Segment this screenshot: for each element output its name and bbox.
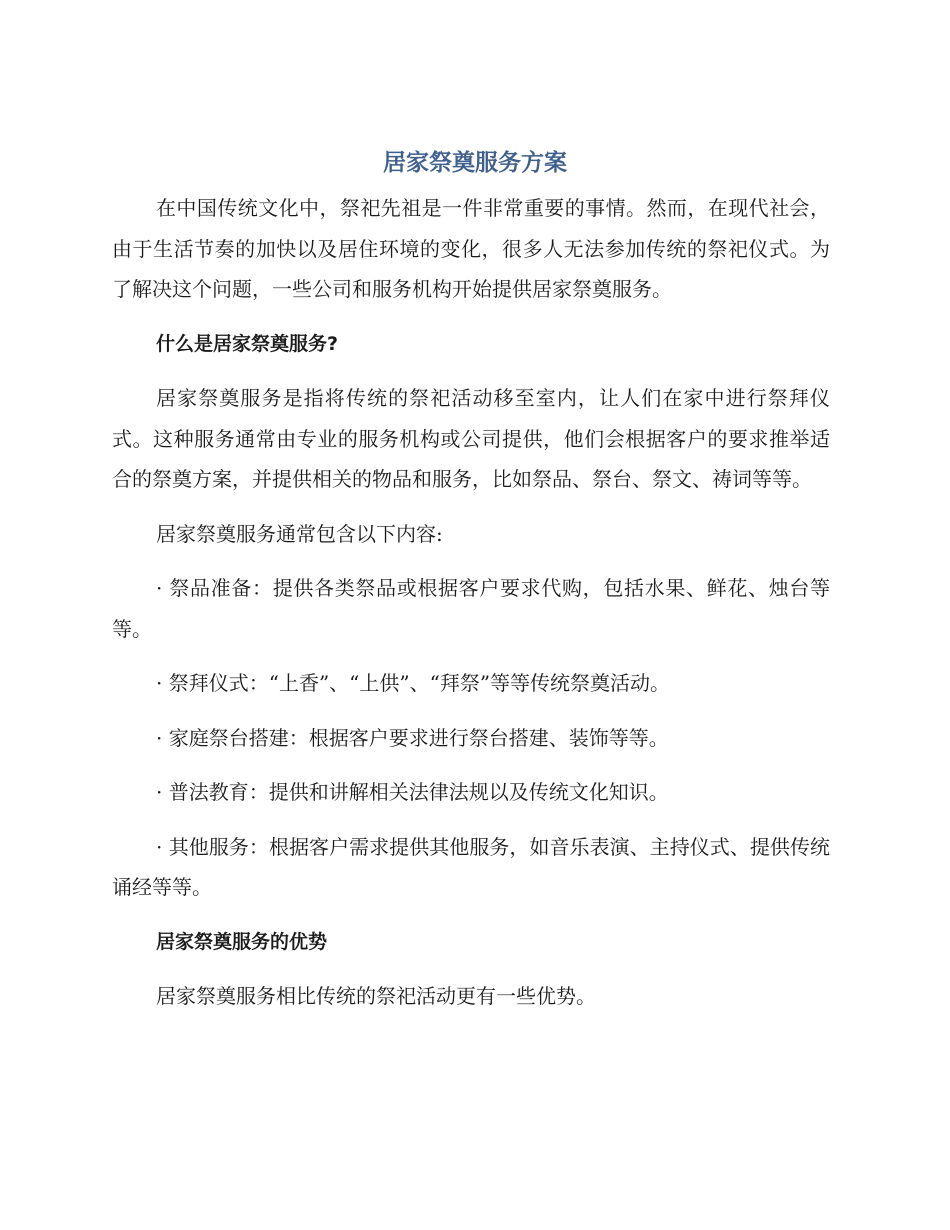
list-item: · 祭品准备：提供各类祭品或根据客户要求代购，包括水果、鲜花、烛台等等。 (112, 576, 830, 641)
list-item: · 家庭祭台搭建：根据客户要求进行祭台搭建、装饰等等。 (156, 725, 669, 750)
list-item: · 祭拜仪式：“上香”、“上供”、“拜祭”等等传统祭奠活动。 (156, 671, 671, 695)
contents-intro-paragraph: 居家祭奠服务通常包含以下内容: (156, 521, 443, 546)
list-item: · 普法教育：提供和讲解相关法律法规以及传统文化知识。 (156, 780, 669, 804)
section-paragraph-what-is: 居家祭奠服务是指将传统的祭祀活动移至室内，让人们在家中进行祭拜仪式。这种服务通常由专业的服务机构或公司提供，他们会根据客户的要求推举适合的祭奠方案，并提供相关的物品和服务，比如祭品、祭台、祭文、祷词等等。 (112, 386, 830, 491)
document-title: 居家祭奠服务方案 (383, 150, 567, 176)
document-body (112, 188, 830, 1017)
section-heading-what-is: 什么是居家祭奠服务? (156, 332, 339, 355)
intro-paragraph: 在中国传统文化中，祭祀先祖是一件非常重要的事情。然而，在现代社会，由于生活节奏的加快以及居住环境的变化，很多人无法参加传统的祭祀仪式。为了解决这个问题，一些公司和服务机构开始提供居家祭奠服务。 (112, 196, 830, 301)
list-item: · 其他服务：根据客户需求提供其他服务，如音乐表演、主持仪式、提供传统诵经等等。 (112, 834, 830, 899)
section-heading-advantages: 居家祭奠服务的优势 (156, 930, 328, 953)
section-paragraph-advantages: 居家祭奠服务相比传统的祭祀活动更有一些优势。 (156, 984, 596, 1008)
